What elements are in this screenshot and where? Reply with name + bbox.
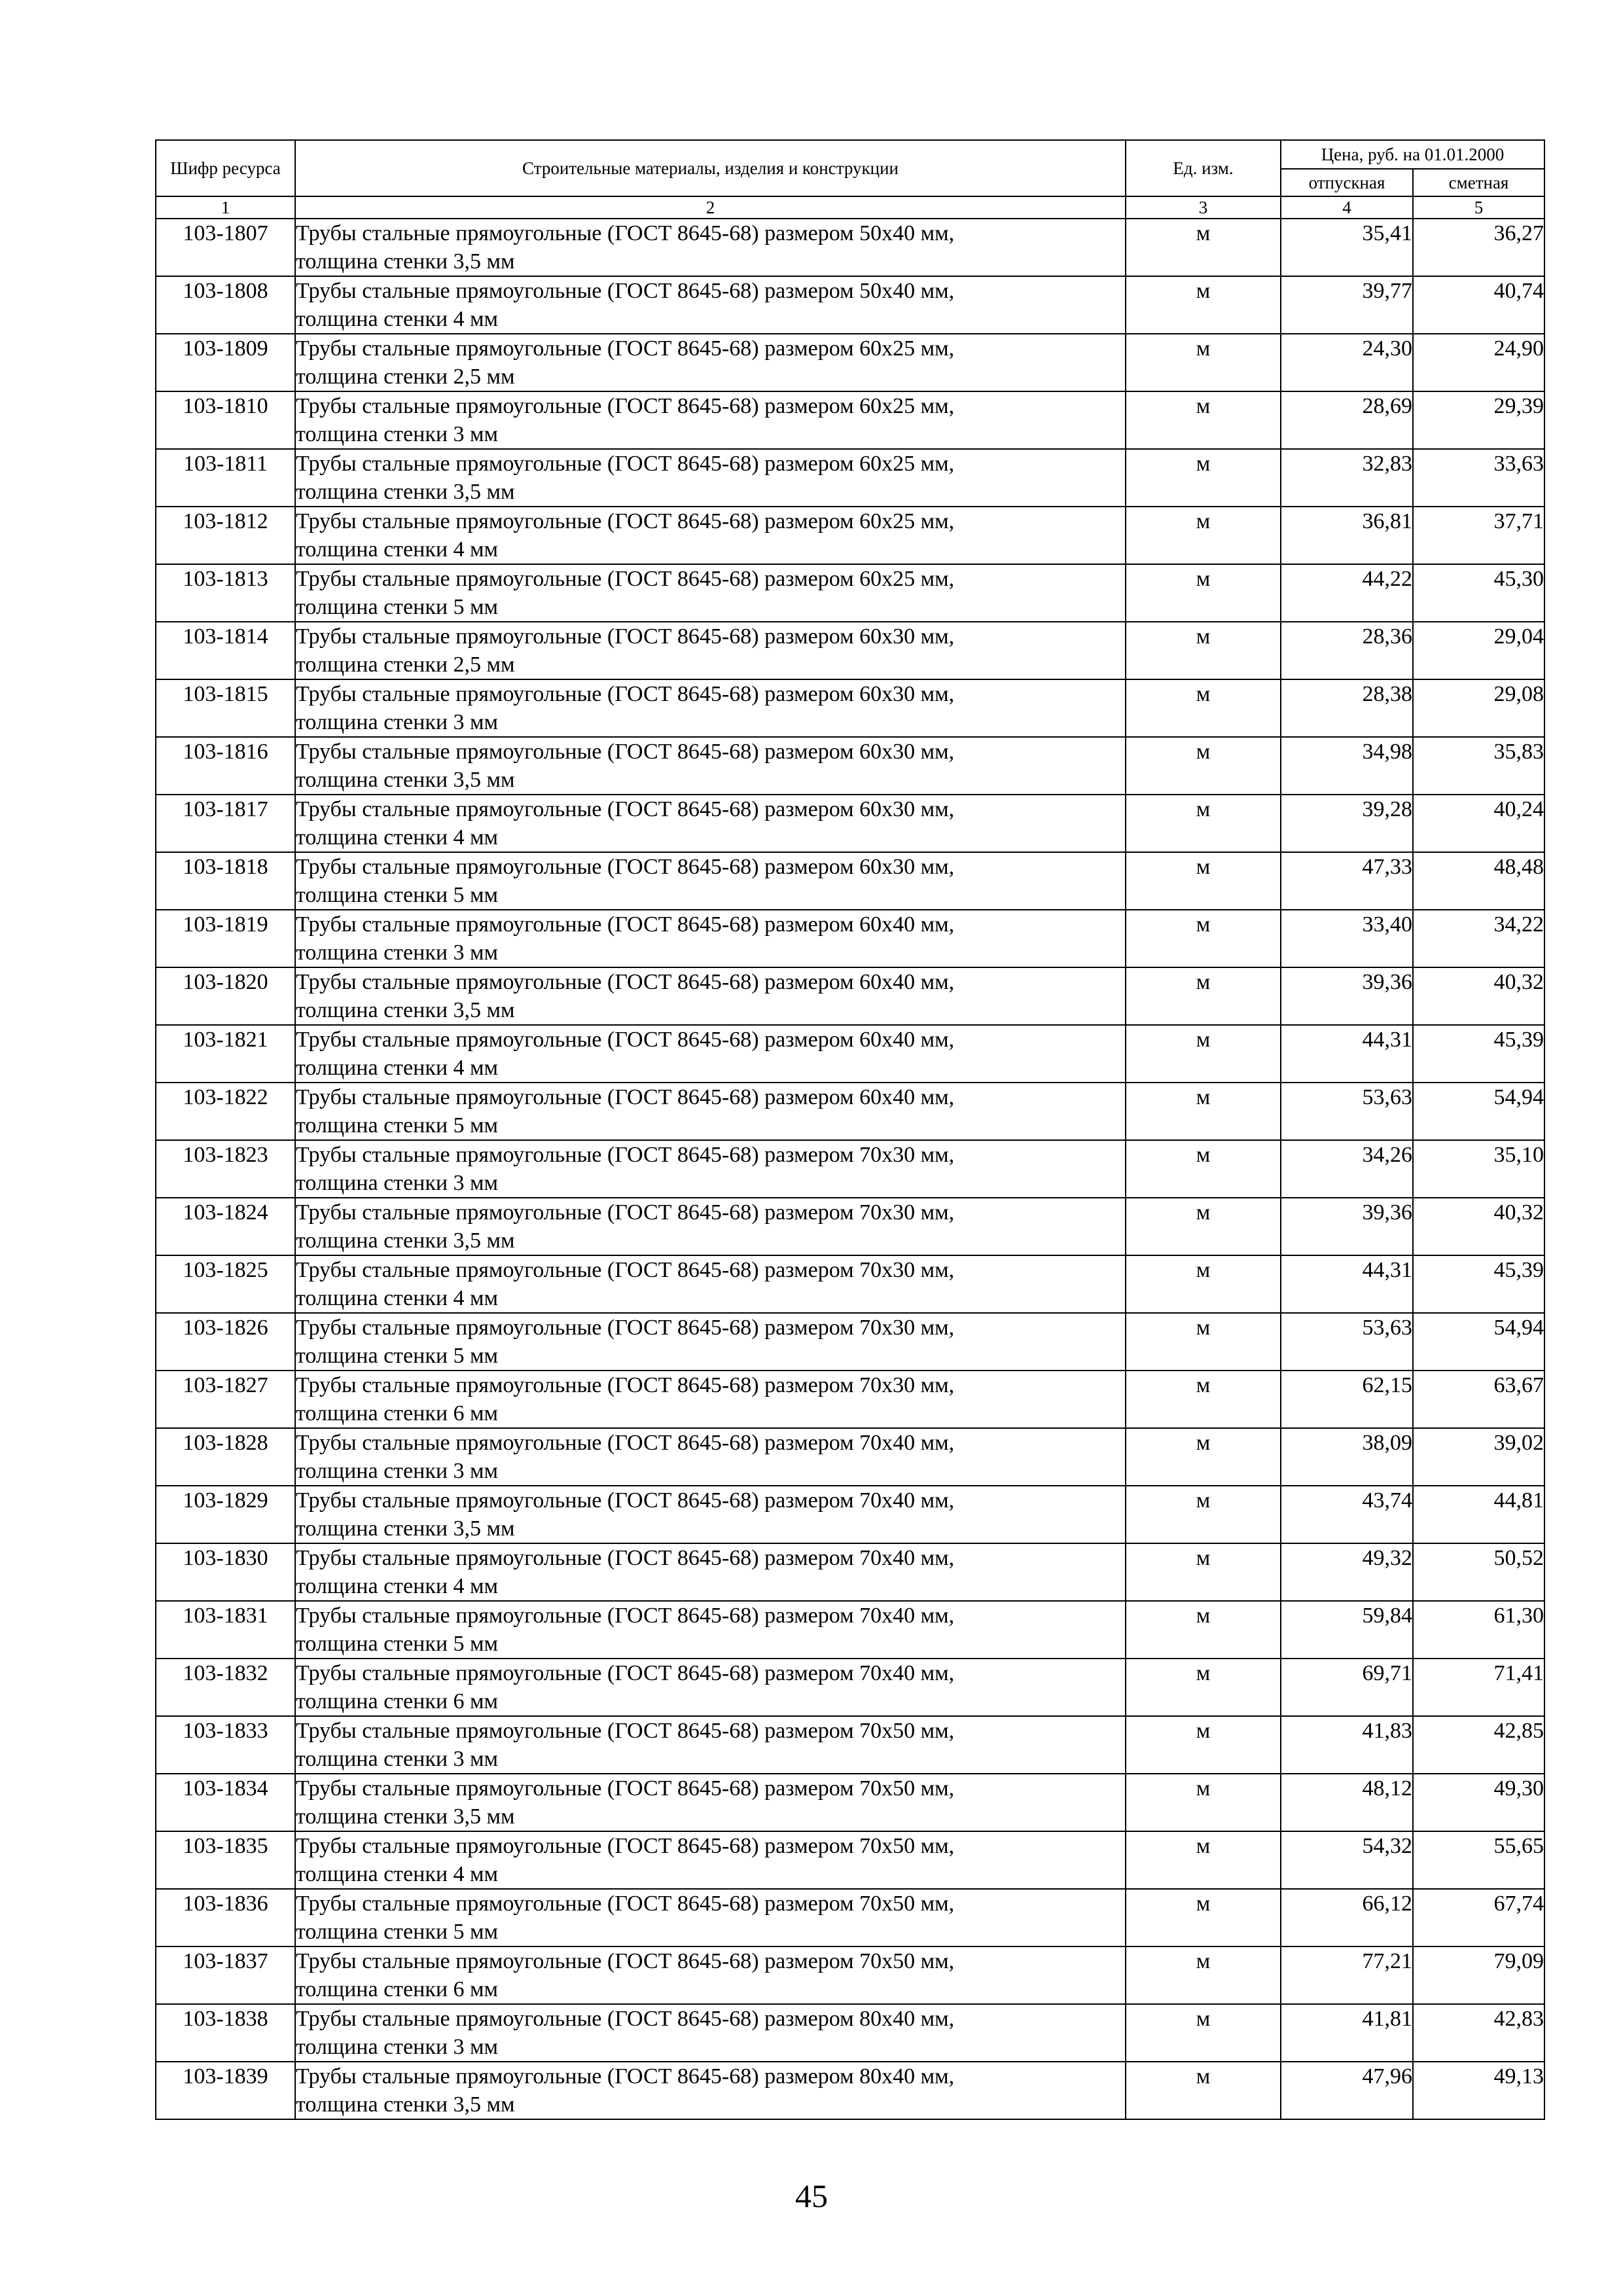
material-name-line: Трубы стальные прямоугольные (ГОСТ 8645-68) размером 60х30 мм, bbox=[296, 624, 955, 649]
estimate-price-cell: 29,39 bbox=[1413, 391, 1544, 449]
resource-code-cell: 103-1816 bbox=[156, 737, 295, 795]
release-price-cell: 41,83 bbox=[1281, 1716, 1413, 1774]
table-row bbox=[156, 1371, 1544, 1428]
release-price-cell: 34,26 bbox=[1281, 1140, 1413, 1198]
estimate-price-cell: 35,10 bbox=[1413, 1140, 1544, 1198]
estimate-price-cell: 37,71 bbox=[1413, 507, 1544, 564]
table-row bbox=[156, 1486, 1544, 1543]
unit-cell: м bbox=[1126, 1543, 1281, 1601]
unit-cell: м bbox=[1126, 737, 1281, 795]
header-price-release: отпускная bbox=[1281, 169, 1413, 196]
material-name-line: Трубы стальные прямоугольные (ГОСТ 8645-68) размером 70х30 мм, bbox=[296, 1373, 955, 1397]
release-price-cell: 53,63 bbox=[1281, 1313, 1413, 1371]
estimate-price-cell: 42,83 bbox=[1413, 2004, 1544, 2062]
material-name-cell bbox=[295, 1659, 1126, 1716]
release-price-cell: 28,36 bbox=[1281, 622, 1413, 679]
unit-cell: м bbox=[1126, 449, 1281, 507]
material-thickness-line: толщина стенки 3,5 мм bbox=[296, 768, 515, 792]
resource-code-cell: 103-1807 bbox=[156, 219, 295, 276]
material-thickness-line: толщина стенки 5 мм bbox=[296, 1632, 499, 1656]
release-price-cell: 34,98 bbox=[1281, 737, 1413, 795]
material-name-line: Трубы стальные прямоугольные (ГОСТ 8645-68) размером 70х40 мм, bbox=[296, 1488, 955, 1513]
resource-code-cell: 103-1822 bbox=[156, 1083, 295, 1140]
release-price-cell: 33,40 bbox=[1281, 910, 1413, 967]
material-thickness-line: толщина стенки 4 мм bbox=[296, 1286, 499, 1310]
price-table bbox=[155, 139, 1545, 2120]
estimate-price-cell: 79,09 bbox=[1413, 1946, 1544, 2004]
release-price-cell: 54,32 bbox=[1281, 1831, 1413, 1889]
material-name-cell bbox=[295, 679, 1126, 737]
material-name-cell bbox=[295, 1774, 1126, 1831]
estimate-price-cell: 61,30 bbox=[1413, 1601, 1544, 1659]
material-thickness-line: толщина стенки 3,5 мм bbox=[296, 249, 515, 274]
unit-cell: м bbox=[1126, 1716, 1281, 1774]
column-number: 1 bbox=[156, 196, 295, 219]
resource-code-cell: 103-1815 bbox=[156, 679, 295, 737]
column-numbers-row bbox=[156, 196, 1544, 219]
unit-cell: м bbox=[1126, 795, 1281, 852]
table-row bbox=[156, 2062, 1544, 2119]
material-name-line: Трубы стальные прямоугольные (ГОСТ 8645-68) размером 70х40 мм, bbox=[296, 1604, 955, 1628]
resource-code-cell: 103-1831 bbox=[156, 1601, 295, 1659]
material-name-line: Трубы стальные прямоугольные (ГОСТ 8645-68) размером 60х25 мм, bbox=[296, 336, 955, 361]
unit-cell: м bbox=[1126, 622, 1281, 679]
material-name-cell bbox=[295, 276, 1126, 334]
material-thickness-line: толщина стенки 6 мм bbox=[296, 1689, 499, 1713]
table-row bbox=[156, 1140, 1544, 1198]
unit-cell: м bbox=[1126, 334, 1281, 391]
material-thickness-line: толщина стенки 3 мм bbox=[296, 2035, 499, 2059]
table-row bbox=[156, 1543, 1544, 1601]
estimate-price-cell: 42,85 bbox=[1413, 1716, 1544, 1774]
material-thickness-line: толщина стенки 3 мм bbox=[296, 1747, 499, 1771]
material-name-line: Трубы стальные прямоугольные (ГОСТ 8645-68) размером 70х50 мм, bbox=[296, 1834, 955, 1858]
release-price-cell: 38,09 bbox=[1281, 1428, 1413, 1486]
release-price-cell: 32,83 bbox=[1281, 449, 1413, 507]
estimate-price-cell: 45,39 bbox=[1413, 1025, 1544, 1083]
unit-cell: м bbox=[1126, 1946, 1281, 2004]
material-name-cell bbox=[295, 2062, 1126, 2119]
release-price-cell: 39,28 bbox=[1281, 795, 1413, 852]
unit-cell: м bbox=[1126, 1025, 1281, 1083]
table-row bbox=[156, 910, 1544, 967]
material-name-line: Трубы стальные прямоугольные (ГОСТ 8645-68) размером 60х25 мм, bbox=[296, 509, 955, 533]
estimate-price-cell: 34,22 bbox=[1413, 910, 1544, 967]
unit-cell: м bbox=[1126, 507, 1281, 564]
table-row bbox=[156, 795, 1544, 852]
unit-cell: м bbox=[1126, 1774, 1281, 1831]
table-row bbox=[156, 852, 1544, 910]
material-name-cell bbox=[295, 967, 1126, 1025]
material-name-line: Трубы стальные прямоугольные (ГОСТ 8645-68) размером 80х40 мм, bbox=[296, 2007, 955, 2031]
table-row bbox=[156, 1255, 1544, 1313]
material-name-line: Трубы стальные прямоугольные (ГОСТ 8645-68) размером 60х40 мм, bbox=[296, 1085, 955, 1109]
material-name-line: Трубы стальные прямоугольные (ГОСТ 8645-68) размером 70х40 мм, bbox=[296, 1431, 955, 1455]
resource-code-cell: 103-1827 bbox=[156, 1371, 295, 1428]
estimate-price-cell: 39,02 bbox=[1413, 1428, 1544, 1486]
table-row bbox=[156, 449, 1544, 507]
unit-cell: м bbox=[1126, 1601, 1281, 1659]
material-name-cell bbox=[295, 1083, 1126, 1140]
material-thickness-line: толщина стенки 3,5 мм bbox=[296, 2092, 515, 2117]
material-name-line: Трубы стальные прямоугольные (ГОСТ 8645-68) размером 50х40 мм, bbox=[296, 279, 955, 303]
material-thickness-line: толщина стенки 2,5 мм bbox=[296, 653, 515, 677]
estimate-price-cell: 29,08 bbox=[1413, 679, 1544, 737]
table-row bbox=[156, 2004, 1544, 2062]
material-thickness-line: толщина стенки 5 мм bbox=[296, 1113, 499, 1138]
unit-cell: м bbox=[1126, 1140, 1281, 1198]
material-name-cell bbox=[295, 391, 1126, 449]
table-row bbox=[156, 679, 1544, 737]
estimate-price-cell: 40,32 bbox=[1413, 1198, 1544, 1255]
material-name-cell bbox=[295, 737, 1126, 795]
material-name-cell bbox=[295, 564, 1126, 622]
unit-cell: м bbox=[1126, 219, 1281, 276]
material-name-cell bbox=[295, 795, 1126, 852]
material-thickness-line: толщина стенки 4 мм bbox=[296, 1056, 499, 1080]
unit-cell: м bbox=[1126, 1371, 1281, 1428]
resource-code-cell: 103-1833 bbox=[156, 1716, 295, 1774]
resource-code-cell: 103-1838 bbox=[156, 2004, 295, 2062]
material-name-cell bbox=[295, 1889, 1126, 1946]
material-name-cell bbox=[295, 1716, 1126, 1774]
release-price-cell: 77,21 bbox=[1281, 1946, 1413, 2004]
estimate-price-cell: 29,04 bbox=[1413, 622, 1544, 679]
material-name-cell bbox=[295, 507, 1126, 564]
material-name-line: Трубы стальные прямоугольные (ГОСТ 8645-68) размером 60х30 мм, bbox=[296, 855, 955, 879]
material-name-cell bbox=[295, 449, 1126, 507]
material-name-line: Трубы стальные прямоугольные (ГОСТ 8645-68) размером 60х40 мм, bbox=[296, 970, 955, 994]
material-name-line: Трубы стальные прямоугольные (ГОСТ 8645-68) размером 70х30 мм, bbox=[296, 1200, 955, 1225]
material-thickness-line: толщина стенки 4 мм bbox=[296, 1574, 499, 1598]
unit-cell: м bbox=[1126, 1889, 1281, 1946]
material-name-line: Трубы стальные прямоугольные (ГОСТ 8645-68) размером 80х40 мм, bbox=[296, 2064, 955, 2089]
estimate-price-cell: 45,39 bbox=[1413, 1255, 1544, 1313]
unit-cell: м bbox=[1126, 1831, 1281, 1889]
material-name-line: Трубы стальные прямоугольные (ГОСТ 8645-68) размером 70х40 мм, bbox=[296, 1546, 955, 1570]
resource-code-cell: 103-1809 bbox=[156, 334, 295, 391]
estimate-price-cell: 50,52 bbox=[1413, 1543, 1544, 1601]
table-row bbox=[156, 507, 1544, 564]
material-name-cell bbox=[295, 1601, 1126, 1659]
unit-cell: м bbox=[1126, 967, 1281, 1025]
header-unit: Ед. изм. bbox=[1126, 140, 1281, 196]
column-number: 2 bbox=[295, 196, 1126, 219]
resource-code-cell: 103-1817 bbox=[156, 795, 295, 852]
estimate-price-cell: 40,32 bbox=[1413, 967, 1544, 1025]
estimate-price-cell: 49,13 bbox=[1413, 2062, 1544, 2119]
unit-cell: м bbox=[1126, 1486, 1281, 1543]
material-name-line: Трубы стальные прямоугольные (ГОСТ 8645-68) размером 70х50 мм, bbox=[296, 1719, 955, 1743]
estimate-price-cell: 36,27 bbox=[1413, 219, 1544, 276]
header-price-estimate: сметная bbox=[1413, 169, 1544, 196]
estimate-price-cell: 54,94 bbox=[1413, 1083, 1544, 1140]
resource-code-cell: 103-1830 bbox=[156, 1543, 295, 1601]
release-price-cell: 44,31 bbox=[1281, 1025, 1413, 1083]
estimate-price-cell: 48,48 bbox=[1413, 852, 1544, 910]
column-number: 4 bbox=[1281, 196, 1413, 219]
material-thickness-line: толщина стенки 3 мм bbox=[296, 1171, 499, 1195]
unit-cell: м bbox=[1126, 2004, 1281, 2062]
unit-cell: м bbox=[1126, 679, 1281, 737]
material-thickness-line: толщина стенки 3 мм bbox=[296, 941, 499, 965]
estimate-price-cell: 71,41 bbox=[1413, 1659, 1544, 1716]
material-thickness-line: толщина стенки 4 мм bbox=[296, 537, 499, 562]
material-thickness-line: толщина стенки 3,5 мм bbox=[296, 998, 515, 1022]
estimate-price-cell: 67,74 bbox=[1413, 1889, 1544, 1946]
unit-cell: м bbox=[1126, 1659, 1281, 1716]
material-thickness-line: толщина стенки 3,5 мм bbox=[296, 480, 515, 504]
estimate-price-cell: 49,30 bbox=[1413, 1774, 1544, 1831]
release-price-cell: 44,31 bbox=[1281, 1255, 1413, 1313]
material-name-cell bbox=[295, 852, 1126, 910]
table-row bbox=[156, 1313, 1544, 1371]
table-row bbox=[156, 334, 1544, 391]
estimate-price-cell: 55,65 bbox=[1413, 1831, 1544, 1889]
material-thickness-line: толщина стенки 3,5 мм bbox=[296, 1804, 515, 1829]
resource-code-cell: 103-1818 bbox=[156, 852, 295, 910]
table-row bbox=[156, 1774, 1544, 1831]
material-name-cell bbox=[295, 1255, 1126, 1313]
unit-cell: м bbox=[1126, 2062, 1281, 2119]
material-name-line: Трубы стальные прямоугольные (ГОСТ 8645-68) размером 70х30 мм, bbox=[296, 1258, 955, 1282]
unit-cell: м bbox=[1126, 276, 1281, 334]
header-code: Шифр ресурса bbox=[156, 140, 295, 196]
header-name: Строительные материалы, изделия и конструкции bbox=[295, 140, 1126, 196]
release-price-cell: 69,71 bbox=[1281, 1659, 1413, 1716]
material-thickness-line: толщина стенки 4 мм bbox=[296, 1862, 499, 1886]
release-price-cell: 39,36 bbox=[1281, 967, 1413, 1025]
release-price-cell: 43,74 bbox=[1281, 1486, 1413, 1543]
release-price-cell: 47,33 bbox=[1281, 852, 1413, 910]
release-price-cell: 48,12 bbox=[1281, 1774, 1413, 1831]
material-name-cell bbox=[295, 1543, 1126, 1601]
material-name-cell bbox=[295, 1025, 1126, 1083]
unit-cell: м bbox=[1126, 1198, 1281, 1255]
material-name-cell bbox=[295, 1371, 1126, 1428]
material-name-cell bbox=[295, 910, 1126, 967]
release-price-cell: 28,38 bbox=[1281, 679, 1413, 737]
resource-code-cell: 103-1819 bbox=[156, 910, 295, 967]
resource-code-cell: 103-1811 bbox=[156, 449, 295, 507]
material-name-cell bbox=[295, 1831, 1126, 1889]
material-name-cell bbox=[295, 1946, 1126, 2004]
unit-cell: м bbox=[1126, 910, 1281, 967]
material-name-cell bbox=[295, 334, 1126, 391]
header-price-group: Цена, руб. на 01.01.2000 bbox=[1281, 140, 1544, 169]
release-price-cell: 53,63 bbox=[1281, 1083, 1413, 1140]
resource-code-cell: 103-1839 bbox=[156, 2062, 295, 2119]
resource-code-cell: 103-1832 bbox=[156, 1659, 295, 1716]
material-name-cell bbox=[295, 1198, 1126, 1255]
release-price-cell: 35,41 bbox=[1281, 219, 1413, 276]
material-name-line: Трубы стальные прямоугольные (ГОСТ 8645-68) размером 60х30 мм, bbox=[296, 740, 955, 764]
material-name-cell bbox=[295, 1140, 1126, 1198]
table-row bbox=[156, 1198, 1544, 1255]
material-thickness-line: толщина стенки 3 мм bbox=[296, 710, 499, 734]
resource-code-cell: 103-1813 bbox=[156, 564, 295, 622]
release-price-cell: 41,81 bbox=[1281, 2004, 1413, 2062]
material-name-line: Трубы стальные прямоугольные (ГОСТ 8645-68) размером 60х30 мм, bbox=[296, 682, 955, 706]
material-name-line: Трубы стальные прямоугольные (ГОСТ 8645-68) размером 70х50 мм, bbox=[296, 1892, 955, 1916]
material-name-line: Трубы стальные прямоугольные (ГОСТ 8645-68) размером 70х50 мм, bbox=[296, 1949, 955, 1973]
table-row bbox=[156, 1831, 1544, 1889]
resource-code-cell: 103-1835 bbox=[156, 1831, 295, 1889]
unit-cell: м bbox=[1126, 1255, 1281, 1313]
resource-code-cell: 103-1810 bbox=[156, 391, 295, 449]
material-thickness-line: толщина стенки 5 мм bbox=[296, 1920, 499, 1944]
material-name-line: Трубы стальные прямоугольные (ГОСТ 8645-68) размером 50х40 мм, bbox=[296, 221, 955, 245]
resource-code-cell: 103-1820 bbox=[156, 967, 295, 1025]
release-price-cell: 62,15 bbox=[1281, 1371, 1413, 1428]
table-row bbox=[156, 1946, 1544, 2004]
table-row bbox=[156, 564, 1544, 622]
table-row bbox=[156, 1025, 1544, 1083]
material-name-line: Трубы стальные прямоугольные (ГОСТ 8645-68) размером 60х25 мм, bbox=[296, 452, 955, 476]
material-thickness-line: толщина стенки 6 мм bbox=[296, 1977, 499, 2001]
table-row bbox=[156, 1083, 1544, 1140]
material-name-line: Трубы стальные прямоугольные (ГОСТ 8645-68) размером 60х25 мм, bbox=[296, 567, 955, 591]
release-price-cell: 39,77 bbox=[1281, 276, 1413, 334]
estimate-price-cell: 40,24 bbox=[1413, 795, 1544, 852]
material-thickness-line: толщина стенки 3 мм bbox=[296, 1459, 499, 1483]
table-row bbox=[156, 391, 1544, 449]
table-row bbox=[156, 219, 1544, 276]
material-name-line: Трубы стальные прямоугольные (ГОСТ 8645-68) размером 70х40 мм, bbox=[296, 1661, 955, 1685]
release-price-cell: 66,12 bbox=[1281, 1889, 1413, 1946]
material-name-line: Трубы стальные прямоугольные (ГОСТ 8645-68) размером 60х40 мм, bbox=[296, 912, 955, 937]
resource-code-cell: 103-1824 bbox=[156, 1198, 295, 1255]
material-name-line: Трубы стальные прямоугольные (ГОСТ 8645-68) размером 60х30 мм, bbox=[296, 797, 955, 821]
material-name-line: Трубы стальные прямоугольные (ГОСТ 8645-68) размером 60х40 мм, bbox=[296, 1028, 955, 1052]
unit-cell: м bbox=[1126, 391, 1281, 449]
table-row bbox=[156, 1428, 1544, 1486]
estimate-price-cell: 24,90 bbox=[1413, 334, 1544, 391]
release-price-cell: 36,81 bbox=[1281, 507, 1413, 564]
release-price-cell: 49,32 bbox=[1281, 1543, 1413, 1601]
estimate-price-cell: 35,83 bbox=[1413, 737, 1544, 795]
material-thickness-line: толщина стенки 5 мм bbox=[296, 1344, 499, 1368]
resource-code-cell: 103-1826 bbox=[156, 1313, 295, 1371]
table-row bbox=[156, 1601, 1544, 1659]
material-name-line: Трубы стальные прямоугольные (ГОСТ 8645-68) размером 60х25 мм, bbox=[296, 394, 955, 418]
table-body bbox=[156, 219, 1544, 2119]
material-thickness-line: толщина стенки 5 мм bbox=[296, 883, 499, 907]
resource-code-cell: 103-1828 bbox=[156, 1428, 295, 1486]
estimate-price-cell: 45,30 bbox=[1413, 564, 1544, 622]
table-header bbox=[156, 140, 1544, 219]
estimate-price-cell: 44,81 bbox=[1413, 1486, 1544, 1543]
material-name-cell bbox=[295, 622, 1126, 679]
resource-code-cell: 103-1836 bbox=[156, 1889, 295, 1946]
unit-cell: м bbox=[1126, 1313, 1281, 1371]
material-name-line: Трубы стальные прямоугольные (ГОСТ 8645-68) размером 70х30 мм, bbox=[296, 1143, 955, 1167]
material-name-cell bbox=[295, 1313, 1126, 1371]
resource-code-cell: 103-1837 bbox=[156, 1946, 295, 2004]
material-thickness-line: толщина стенки 4 мм bbox=[296, 825, 499, 850]
resource-code-cell: 103-1814 bbox=[156, 622, 295, 679]
table-row bbox=[156, 276, 1544, 334]
material-thickness-line: толщина стенки 3,5 мм bbox=[296, 1229, 515, 1253]
estimate-price-cell: 54,94 bbox=[1413, 1313, 1544, 1371]
resource-code-cell: 103-1812 bbox=[156, 507, 295, 564]
material-name-cell bbox=[295, 2004, 1126, 2062]
resource-code-cell: 103-1821 bbox=[156, 1025, 295, 1083]
resource-code-cell: 103-1825 bbox=[156, 1255, 295, 1313]
release-price-cell: 24,30 bbox=[1281, 334, 1413, 391]
table-row bbox=[156, 967, 1544, 1025]
unit-cell: м bbox=[1126, 564, 1281, 622]
table-row bbox=[156, 1716, 1544, 1774]
unit-cell: м bbox=[1126, 1083, 1281, 1140]
table-row bbox=[156, 622, 1544, 679]
table-row bbox=[156, 1659, 1544, 1716]
resource-code-cell: 103-1829 bbox=[156, 1486, 295, 1543]
resource-code-cell: 103-1834 bbox=[156, 1774, 295, 1831]
table-row bbox=[156, 737, 1544, 795]
release-price-cell: 28,69 bbox=[1281, 391, 1413, 449]
material-thickness-line: толщина стенки 3,5 мм bbox=[296, 1516, 515, 1541]
estimate-price-cell: 40,74 bbox=[1413, 276, 1544, 334]
release-price-cell: 47,96 bbox=[1281, 2062, 1413, 2119]
material-thickness-line: толщина стенки 6 мм bbox=[296, 1401, 499, 1426]
release-price-cell: 44,22 bbox=[1281, 564, 1413, 622]
material-thickness-line: толщина стенки 4 мм bbox=[296, 307, 499, 331]
material-name-cell bbox=[295, 1428, 1126, 1486]
release-price-cell: 59,84 bbox=[1281, 1601, 1413, 1659]
material-thickness-line: толщина стенки 3 мм bbox=[296, 422, 499, 446]
release-price-cell: 39,36 bbox=[1281, 1198, 1413, 1255]
material-name-line: Трубы стальные прямоугольные (ГОСТ 8645-68) размером 70х50 мм, bbox=[296, 1776, 955, 1801]
column-number: 3 bbox=[1126, 196, 1281, 219]
column-number: 5 bbox=[1413, 196, 1544, 219]
material-name-line: Трубы стальные прямоугольные (ГОСТ 8645-68) размером 70х30 мм, bbox=[296, 1316, 955, 1340]
estimate-price-cell: 63,67 bbox=[1413, 1371, 1544, 1428]
material-thickness-line: толщина стенки 2,5 мм bbox=[296, 365, 515, 389]
page-number: 45 bbox=[795, 2178, 828, 2214]
estimate-price-cell: 33,63 bbox=[1413, 449, 1544, 507]
resource-code-cell: 103-1823 bbox=[156, 1140, 295, 1198]
unit-cell: м bbox=[1126, 1428, 1281, 1486]
unit-cell: м bbox=[1126, 852, 1281, 910]
material-thickness-line: толщина стенки 5 мм bbox=[296, 595, 499, 619]
material-name-cell bbox=[295, 1486, 1126, 1543]
resource-code-cell: 103-1808 bbox=[156, 276, 295, 334]
table-row bbox=[156, 1889, 1544, 1946]
material-name-cell bbox=[295, 219, 1126, 276]
